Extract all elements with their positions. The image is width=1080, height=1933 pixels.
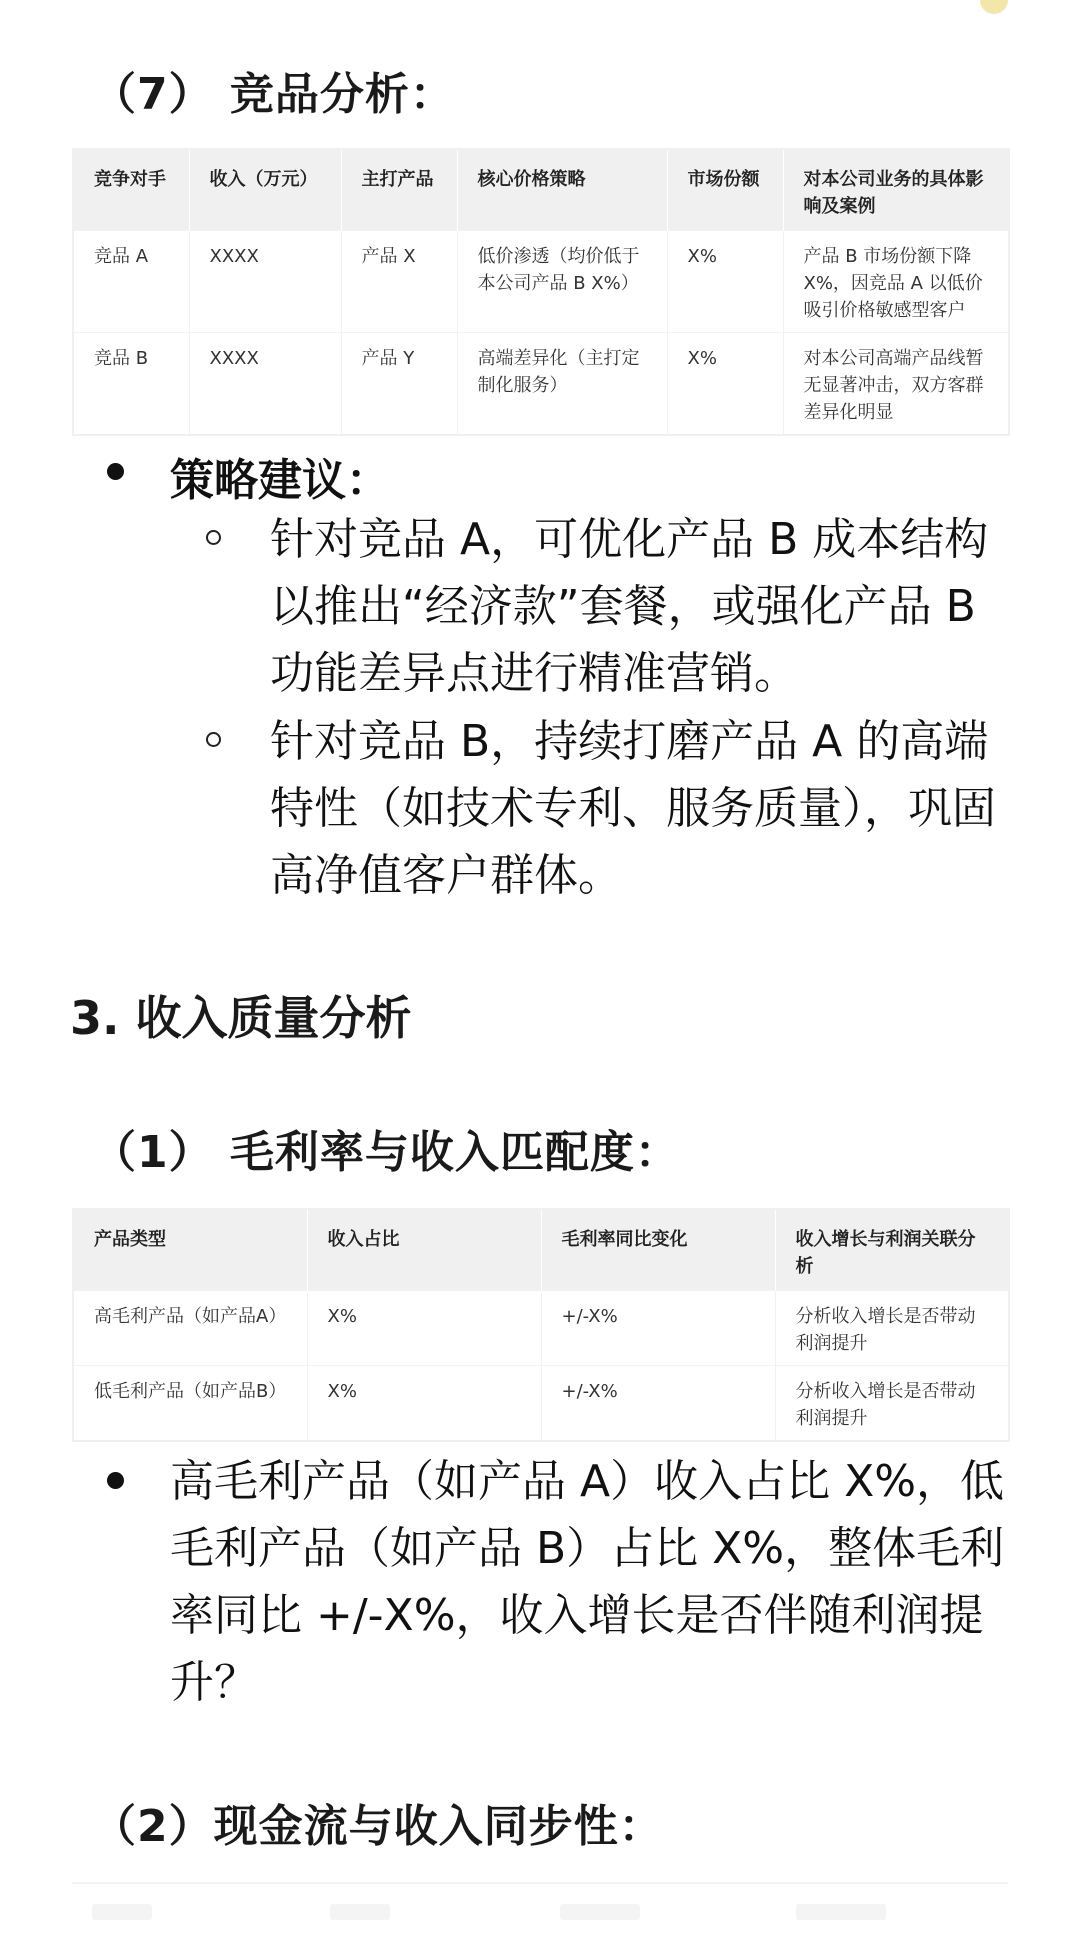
table-cell: 低毛利产品（如产品B） <box>73 1366 307 1442</box>
table-top-edge <box>72 1882 1008 1884</box>
competitor-table <box>72 148 1010 436</box>
table-cell: 竞品 A <box>73 231 189 333</box>
table-row <box>73 333 1009 436</box>
table-cell: 产品 X <box>341 231 457 333</box>
table-cell: X% <box>667 231 783 333</box>
table-cell: 分析收入增长是否带动利润提升 <box>775 1291 1009 1366</box>
table-header-row <box>73 1209 1009 1291</box>
table-header-cell: 产品类型 <box>73 1209 307 1291</box>
table-cell: X% <box>667 333 783 436</box>
margin-summary: 高毛利产品（如产品 A）收入占比 X%，低毛利产品（如产品 B）占比 X%，整体毛利率同比 +/-X%，收入增长是否伴随利润提升？ <box>170 1456 1005 1708</box>
table-cell: 对本公司高端产品线暂无显著冲击，双方客群差异化明显 <box>783 333 1009 436</box>
table-cell: XXXX <box>189 333 341 436</box>
table-header-row <box>73 149 1009 231</box>
table-row <box>73 1366 1009 1442</box>
table-cell: 产品 Y <box>341 333 457 436</box>
table-header-cell: 竞争对手 <box>73 149 189 231</box>
section-3-2-heading: （2）现金流与收入同步性： <box>92 1801 664 1852</box>
table-header-placeholder <box>560 1904 640 1920</box>
bullet-dot-icon <box>107 1472 124 1489</box>
table-cell: X% <box>307 1291 541 1366</box>
table-header-cell: 毛利率同比变化 <box>541 1209 775 1291</box>
table-header-cell: 收入占比 <box>307 1209 541 1291</box>
bullet-circle-icon <box>206 732 221 747</box>
table-cell: 高毛利产品（如产品A） <box>73 1291 307 1366</box>
table-row <box>73 231 1009 333</box>
table-header-cell: 对本公司业务的具体影响及案例 <box>783 149 1009 231</box>
strategy-item: 针对竞品 A，可优化产品 B 成本结构以推出“经济款”套餐，或强化产品 B 功能差异点进行精准营销。 <box>270 514 989 699</box>
strategy-item: 针对竞品 B，持续打磨产品 A 的高端特性（如技术专利、服务质量），巩固高净值客户群体。 <box>270 716 996 901</box>
table-header-cell: 市场份额 <box>667 149 783 231</box>
section-3-heading: 3. 收入质量分析 <box>70 991 412 1045</box>
table-cell: X% <box>307 1366 541 1442</box>
table-row <box>73 1291 1009 1366</box>
table-header-cell: 收入增长与利润关联分析 <box>775 1209 1009 1291</box>
bullet-dot-icon <box>107 463 124 480</box>
table-cell: 竞品 B <box>73 333 189 436</box>
table-header-cell: 核心价格策略 <box>457 149 667 231</box>
table-cell: +/-X% <box>541 1366 775 1442</box>
table-header-placeholder <box>92 1904 152 1920</box>
table-cell: XXXX <box>189 231 341 333</box>
table-cell: 低价渗透（均价低于本公司产品 B X%） <box>457 231 667 333</box>
table-header-placeholder <box>330 1904 390 1920</box>
bullet-circle-icon <box>206 530 221 545</box>
corner-decoration <box>980 0 1008 14</box>
section-7-heading: （7） 竞品分析： <box>92 69 455 120</box>
table-header-placeholder <box>796 1904 886 1920</box>
margin-table <box>72 1208 1010 1442</box>
table-cell: +/-X% <box>541 1291 775 1366</box>
section-3-1-heading: （1） 毛利率与收入匹配度： <box>92 1127 680 1178</box>
strategy-title: 策略建议： <box>170 455 390 506</box>
table-cell: 产品 B 市场份额下降 X%，因竞品 A 以低价吸引价格敏感型客户 <box>783 231 1009 333</box>
table-cell: 高端差异化（主打定制化服务） <box>457 333 667 436</box>
table-cell: 分析收入增长是否带动利润提升 <box>775 1366 1009 1442</box>
table-header-cell: 主打产品 <box>341 149 457 231</box>
table-header-cell: 收入（万元） <box>189 149 341 231</box>
